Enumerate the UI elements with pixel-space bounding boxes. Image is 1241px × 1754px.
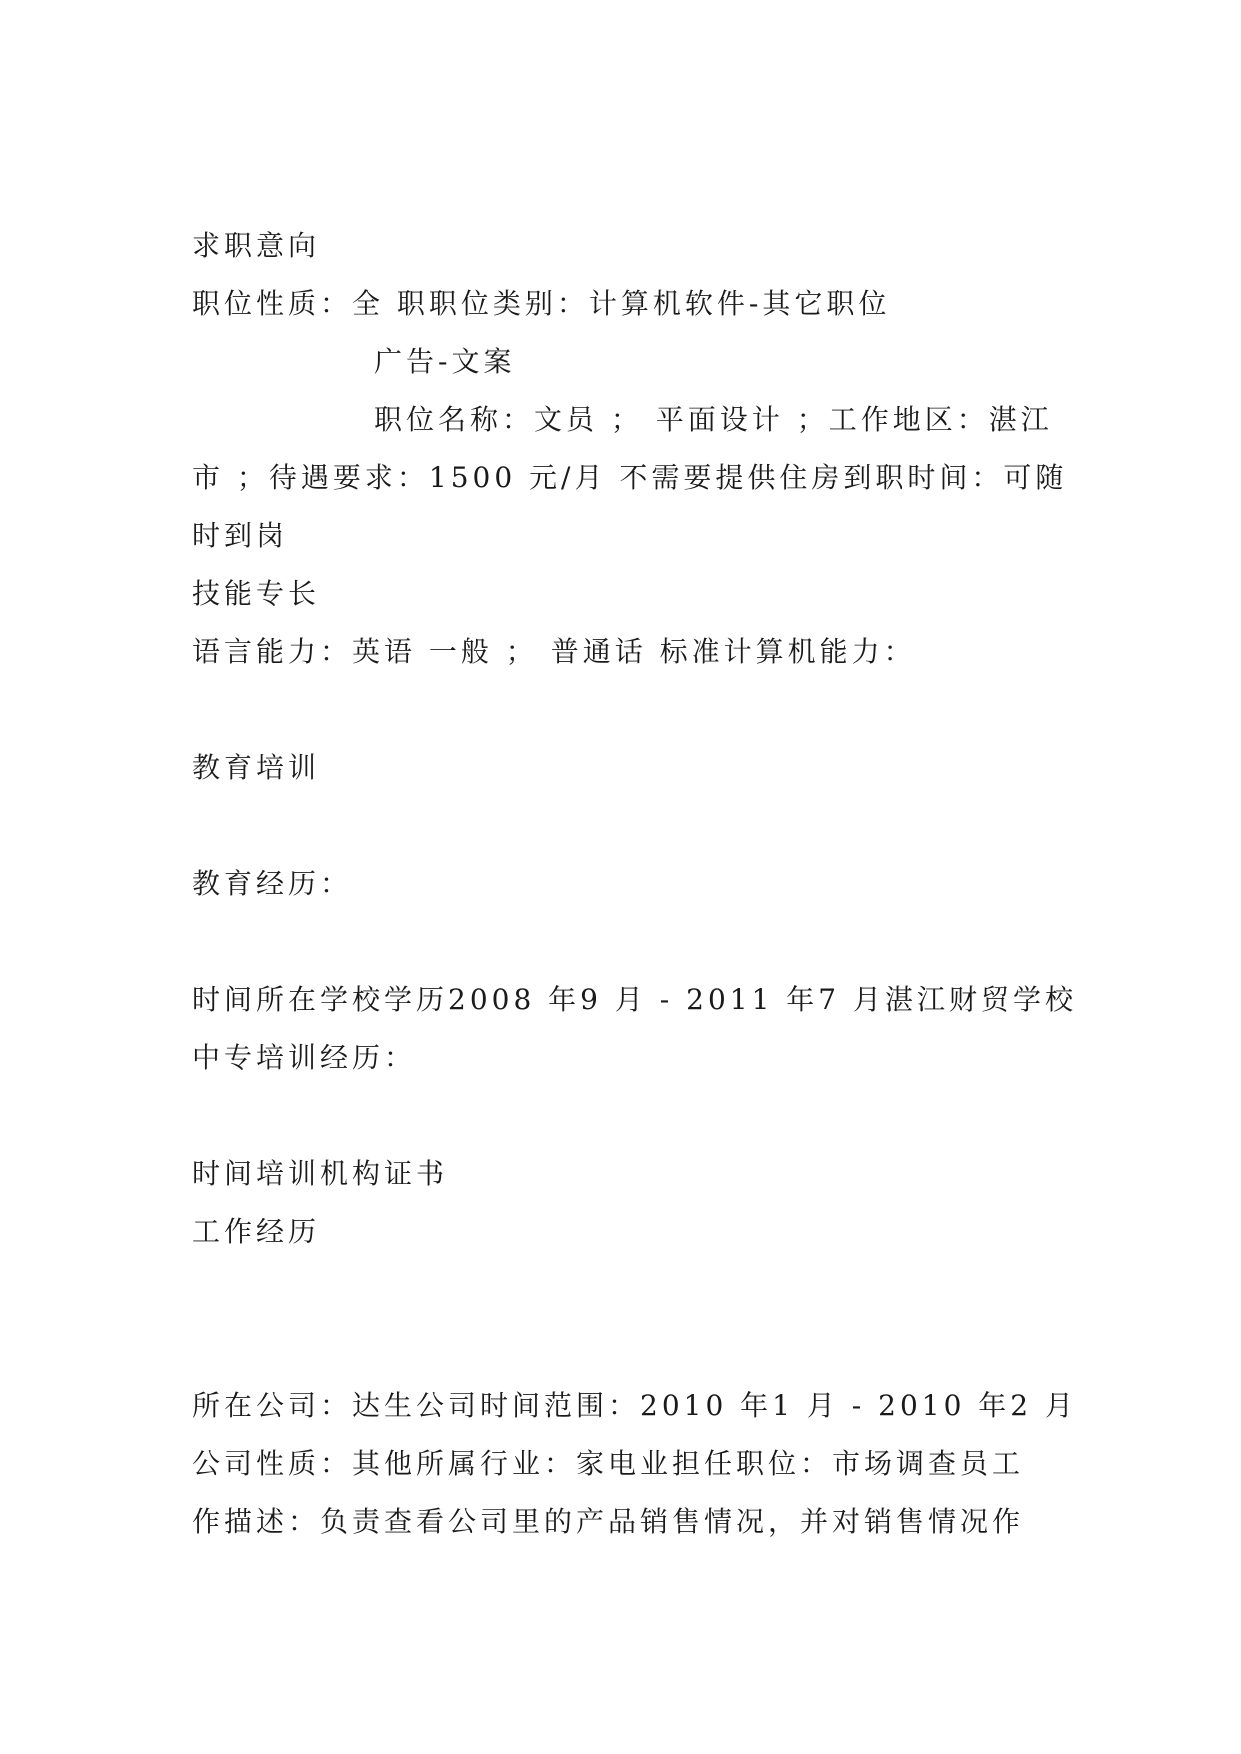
heading-education-training: 教育培训 xyxy=(192,751,321,784)
job-type-line: 职位性质：全 职职位类别：计算机软件-其它职位 xyxy=(192,287,891,320)
education-history-label: 教育经历： xyxy=(192,867,353,900)
heading-skills: 技能专长 xyxy=(192,577,321,610)
education-entry-line: 时间所在学校学历2008 年9 月 - 2011 年7 月湛江财贸学校 xyxy=(192,983,1078,1016)
availability-line: 时到岗 xyxy=(192,519,289,552)
heading-work-experience: 工作经历 xyxy=(192,1215,321,1248)
work-company-line: 所在公司：达生公司时间范围：2010 年1 月 - 2010 年2 月 xyxy=(192,1389,1078,1422)
heading-job-intention: 求职意向 xyxy=(192,229,321,262)
work-description-line: 作描述：负责查看公司里的产品销售情况，并对销售情况作 xyxy=(192,1505,1025,1538)
salary-line: 市 ；待遇要求：1500 元/月 不需要提供住房到职时间：可随 xyxy=(192,461,1068,494)
job-title-line: 职位名称：文员 ； 平面设计 ；工作地区：湛江 xyxy=(374,403,1053,436)
work-industry-line: 公司性质：其他所属行业：家电业担任职位：市场调查员工 xyxy=(192,1447,1025,1480)
training-history-label: 中专培训经历： xyxy=(192,1041,417,1074)
language-skills-line: 语言能力：英语 一般 ； 普通话 标准计算机能力： xyxy=(192,635,916,668)
training-header-line: 时间培训机构证书 xyxy=(192,1157,449,1190)
job-category-line: 广告-文案 xyxy=(374,345,516,378)
